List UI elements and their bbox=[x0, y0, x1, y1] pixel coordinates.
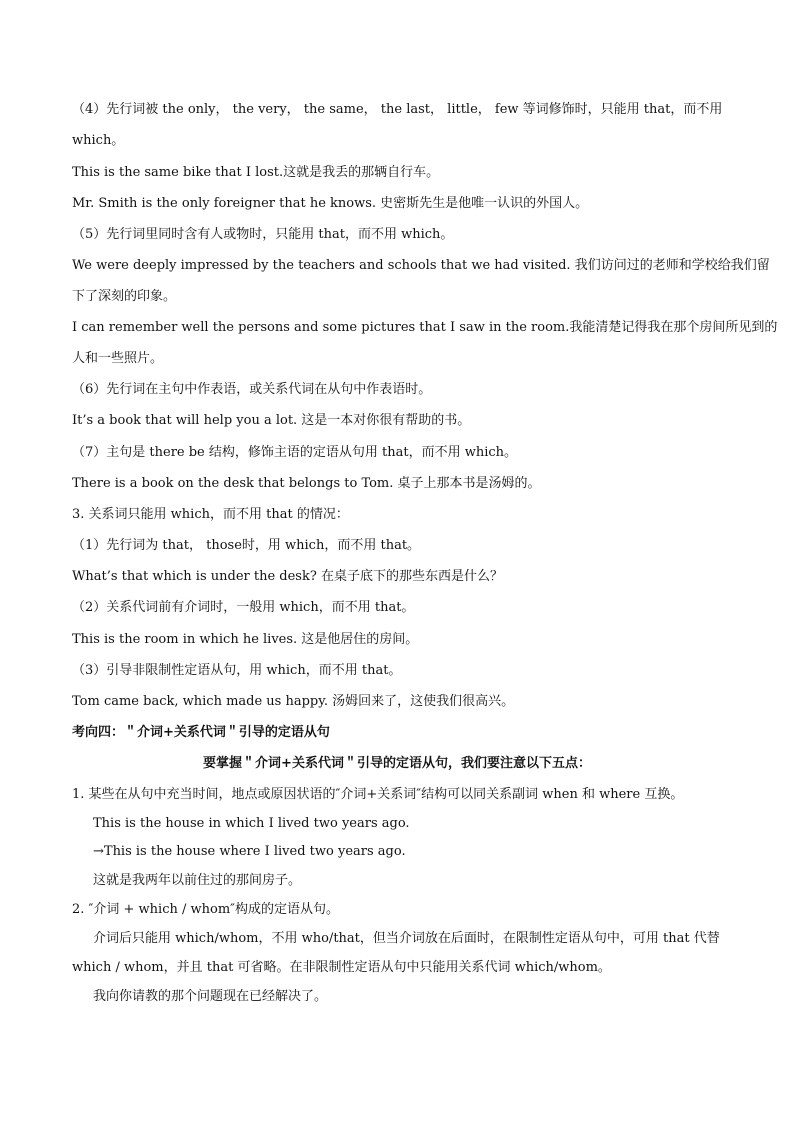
text-line: which。 bbox=[72, 133, 125, 148]
text-line: （5）先行词里同时含有人或物时，只能用 that，而不用 which。 bbox=[72, 227, 454, 242]
example-line: →This is the house where I lived two years ago. bbox=[93, 844, 406, 859]
text-line: （3）引导非限制性定语从句，用 which，而不用 that。 bbox=[72, 663, 402, 678]
example-translation: 我向你请教的那个问题现在已经解决了。 bbox=[93, 989, 328, 1004]
text-line: We were deeply impressed by the teachers and schools that we had visited. 我们访问过的老师和学校给我们留 bbox=[72, 258, 770, 273]
example-translation: 这就是我两年以前住过的那间房子。 bbox=[93, 873, 302, 888]
text-line: （7）主句是 there be 结构，修饰主语的定语从句用 that，而不用 which。 bbox=[72, 445, 518, 460]
centered-heading: 要掌握＂介词+关系代词＂引导的定语从句，我们要注意以下五点： bbox=[203, 756, 591, 771]
text-line: （1）先行词为 that， those时，用 which，而不用 that。 bbox=[72, 538, 421, 553]
text-line: 下了深刻的印象。 bbox=[72, 289, 177, 304]
text-line: Mr. Smith is the only foreigner that he knows. 史密斯先生是他唯一认识的外国人。 bbox=[72, 196, 589, 211]
text-line: which / whom，并且 that 可省略。在非限制性定语从句中只能用关系代词 which/whom。 bbox=[72, 960, 611, 975]
text-line: 3. 关系词只能用 which，而不用 that 的情况： bbox=[72, 507, 349, 522]
text-line: This is the room in which he lives. 这是他居住的房间。 bbox=[72, 632, 419, 647]
text-line: （4）先行词被 the only， the very， the same， the last， little， few 等词修饰时，只能用 that，而不用 bbox=[72, 102, 723, 117]
text-line: I can remember well the persons and some pictures that I saw in the room.我能清楚记得我在那个房间所见到的 bbox=[72, 320, 778, 335]
point-1: 1. 某些在从句中充当时间，地点或原因状语的″介词+关系词″结构可以同关系副词 when 和 where 互换。 bbox=[72, 787, 684, 802]
text-line: （2）关系代词前有介词时，一般用 which，而不用 that。 bbox=[72, 600, 415, 615]
example-line: This is the house in which I lived two years ago. bbox=[93, 816, 410, 831]
text-line: 人和一些照片。 bbox=[72, 351, 164, 366]
text-line: There is a book on the desk that belongs to Tom. 桌子上那本书是汤姆的。 bbox=[72, 476, 541, 491]
text-line: It’s a book that will help you a lot. 这是一本对你很有帮助的书。 bbox=[72, 413, 471, 428]
text-line: 介词后只能用 which/whom，不用 who/that，但当介词放在后面时，在限制性定语从句中，可用 that 代替 bbox=[93, 931, 720, 946]
text-line: This is the same bike that I lost.这就是我丢的那辆自行车。 bbox=[72, 165, 440, 180]
section-heading: 考向四：＂介词+关系代词＂引导的定语从句 bbox=[72, 725, 330, 740]
text-line: What’s that which is under the desk? 在桌子底下的那些东西是什么？ bbox=[72, 569, 503, 584]
text-line: （6）先行词在主句中作表语，或关系代词在从句中作表语时。 bbox=[72, 382, 432, 397]
point-2: 2. ″介词 + which / whom″构成的定语从句。 bbox=[72, 902, 340, 917]
text-line: Tom came back, which made us happy. 汤姆回来了，这使我们很高兴。 bbox=[72, 694, 515, 709]
